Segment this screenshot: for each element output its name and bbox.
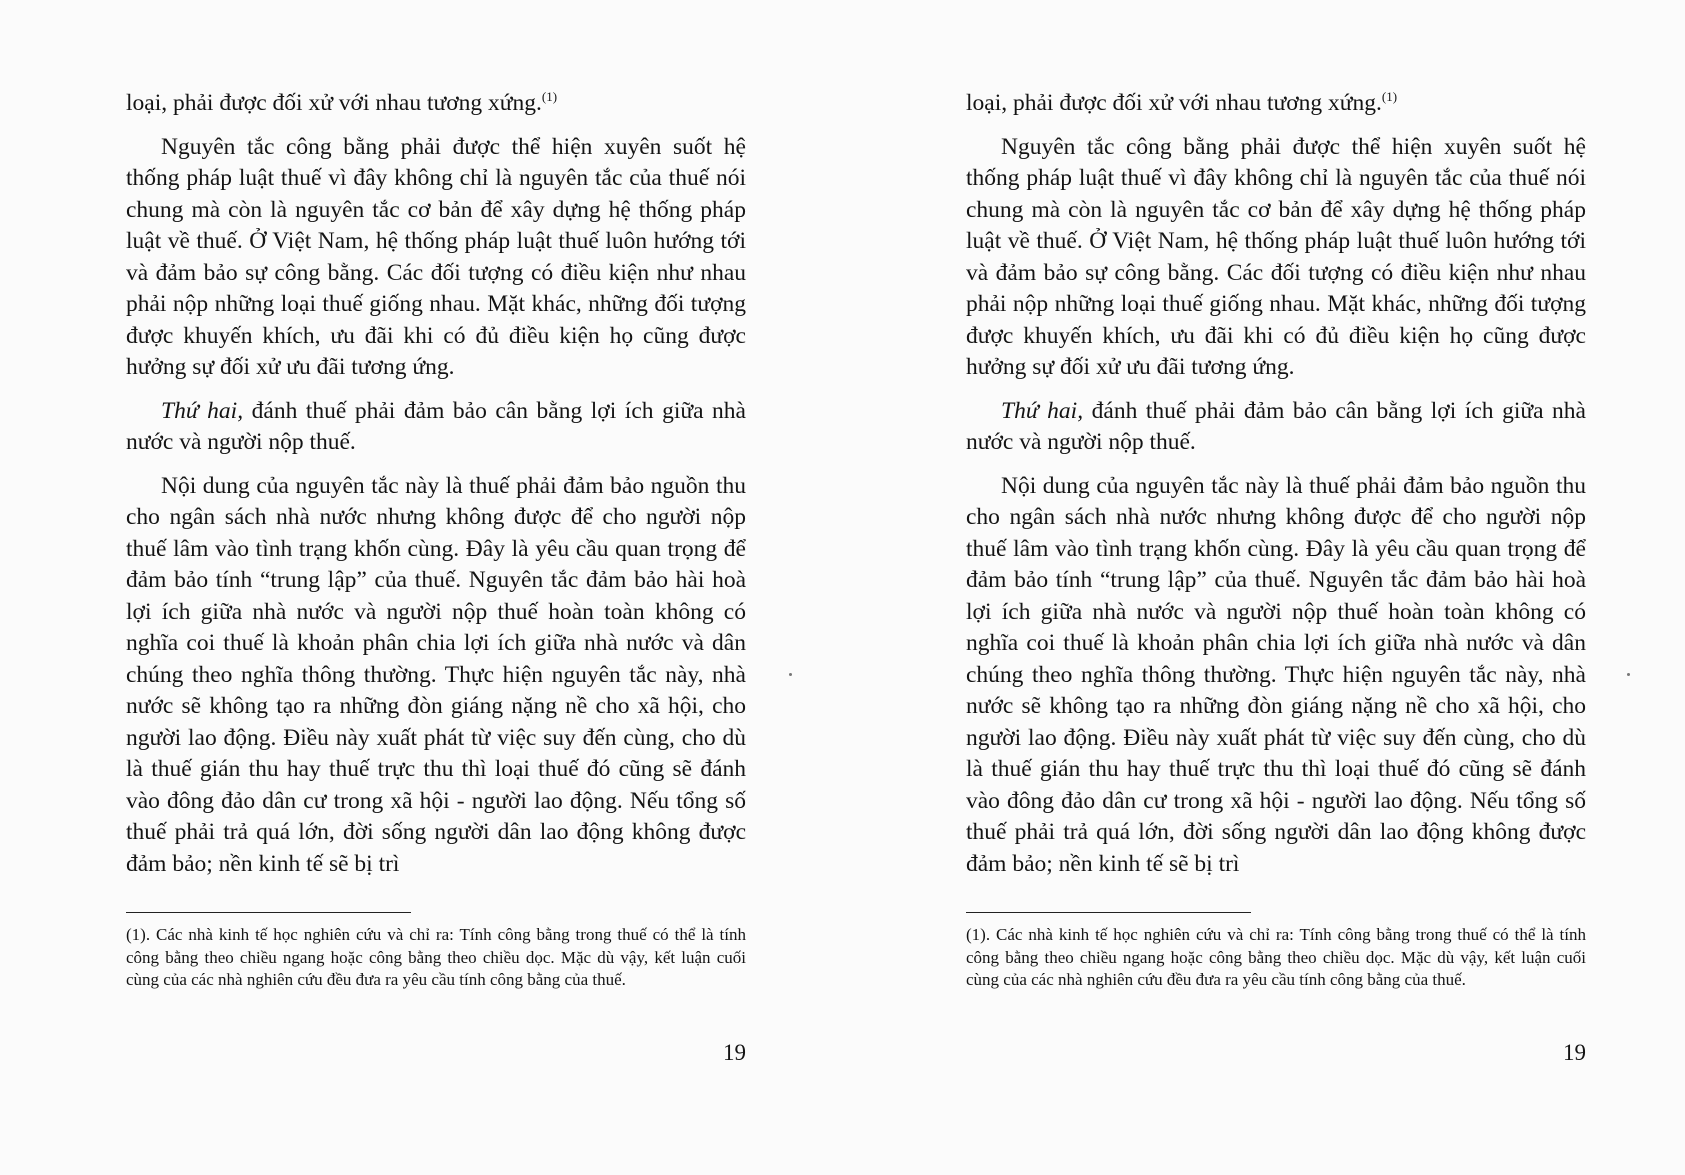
paragraph-text: loại, phải được đối xử với nhau tương xứng. <box>126 90 542 116</box>
scan-speck <box>1627 673 1630 676</box>
paragraph-fairness-principle: Nguyên tắc công bằng phải được thể hiện xuyên suốt hệ thống pháp luật thuế vì đây không chỉ là nguyên tắc của thuế nói chung mà còn là nguyên tắc cơ bản để xây dựng hệ thống pháp luật về thuế. Ở Việt Nam, hệ thống pháp luật thuế luôn hướng tới và đảm bảo sự công bằng. Các đối tượng có điều kiện như nhau phải nộp những loại thuế giống nhau. Mặt khác, những đối tượng được khuyến khích, ưu đãi khi có đủ điều kiện họ cũng được hưởng sự đối xử ưu đãi tương ứng. <box>126 133 746 380</box>
paragraph-principle-content: Nội dung của nguyên tắc này là thuế phải đảm bảo nguồn thu cho ngân sách nhà nước nhưng không được để cho người nộp thuế lâm vào tình trạng khốn cùng. Đây là yêu cầu quan trọng để đảm bảo tính “trung lập” của thuế. Nguyên tắc đảm bảo hài hoà lợi ích giữa nhà nước và người nộp thuế hoàn toàn không có nghĩa coi thuế là khoản phân chia lợi ích giữa nhà nước và dân chúng theo nghĩa thông thường. Thực hiện nguyên tắc này, nhà nước sẽ không tạo ra những đòn giáng nặng nề cho xã hội, cho người lao động. Điều này xuất phát từ việc suy đến cùng, cho dù là thuế gián thu hay thuế trực thu thì loại thuế đó cũng sẽ đánh vào đông đảo dân cư trong xã hội - người lao động. Nếu tổng số thuế phải trả quá lớn, đời sống người dân lao động không được đảm bảo; nền kinh tế sẽ bị trì <box>966 472 1586 877</box>
page-right <box>966 0 1586 1175</box>
body-text <box>966 88 1586 880</box>
footnote-reference[interactable]: (1) <box>1381 89 1398 104</box>
footnote-divider <box>966 912 1251 913</box>
scan-speck <box>789 673 792 676</box>
footnote: (1). Các nhà kinh tế học nghiên cứu và chỉ ra: Tính công bằng trong thuế có thể là tính công bằng theo chiều ngang hoặc công bằng theo chiều dọc. Mặc dù vậy, kết luận cuối cùng của các nhà nghiên cứu đều đưa ra yêu cầu tính công bằng của thuế. <box>126 925 746 989</box>
paragraph-fairness-principle: Nguyên tắc công bằng phải được thể hiện xuyên suốt hệ thống pháp luật thuế vì đây không chỉ là nguyên tắc của thuế nói chung mà còn là nguyên tắc cơ bản để xây dựng hệ thống pháp luật về thuế. Ở Việt Nam, hệ thống pháp luật thuế luôn hướng tới và đảm bảo sự công bằng. Các đối tượng có điều kiện như nhau phải nộp những loại thuế giống nhau. Mặt khác, những đối tượng được khuyến khích, ưu đãi khi có đủ điều kiện họ cũng được hưởng sự đối xử ưu đãi tương ứng. <box>966 133 1586 380</box>
paragraph-text: loại, phải được đối xử với nhau tương xứng. <box>966 90 1382 116</box>
footnote-reference[interactable]: (1) <box>541 89 558 104</box>
paragraph-second-principle <box>126 396 746 459</box>
paragraph-lead-italic: Thứ hai, <box>1001 397 1084 424</box>
page-number: 19 <box>723 1040 746 1065</box>
paragraph-lead-italic: Thứ hai, <box>161 397 244 424</box>
paragraph-text: đánh thuế phải đảm bảo cân bằng lợi ích giữa nhà nước và người nộp thuế. <box>126 397 746 455</box>
footnote: (1). Các nhà kinh tế học nghiên cứu và chỉ ra: Tính công bằng trong thuế có thể là tính công bằng theo chiều ngang hoặc công bằng theo chiều dọc. Mặc dù vậy, kết luận cuối cùng của các nhà nghiên cứu đều đưa ra yêu cầu tính công bằng của thuế. <box>966 925 1586 989</box>
paragraph-continuation <box>126 88 746 120</box>
page-left <box>126 0 746 1175</box>
paragraph-principle-content: Nội dung của nguyên tắc này là thuế phải đảm bảo nguồn thu cho ngân sách nhà nước nhưng không được để cho người nộp thuế lâm vào tình trạng khốn cùng. Đây là yêu cầu quan trọng để đảm bảo tính “trung lập” của thuế. Nguyên tắc đảm bảo hài hoà lợi ích giữa nhà nước và người nộp thuế hoàn toàn không có nghĩa coi thuế là khoản phân chia lợi ích giữa nhà nước và dân chúng theo nghĩa thông thường. Thực hiện nguyên tắc này, nhà nước sẽ không tạo ra những đòn giáng nặng nề cho xã hội, cho người lao động. Điều này xuất phát từ việc suy đến cùng, cho dù là thuế gián thu hay thuế trực thu thì loại thuế đó cũng sẽ đánh vào đông đảo dân cư trong xã hội - người lao động. Nếu tổng số thuế phải trả quá lớn, đời sống người dân lao động không được đảm bảo; nền kinh tế sẽ bị trì <box>126 472 746 877</box>
page-number: 19 <box>1563 1040 1586 1065</box>
paragraph-second-principle <box>966 396 1586 459</box>
paragraph-text: đánh thuế phải đảm bảo cân bằng lợi ích giữa nhà nước và người nộp thuế. <box>966 397 1586 455</box>
body-text <box>126 88 746 880</box>
paragraph-continuation <box>966 88 1586 120</box>
footnote-divider <box>126 912 411 913</box>
